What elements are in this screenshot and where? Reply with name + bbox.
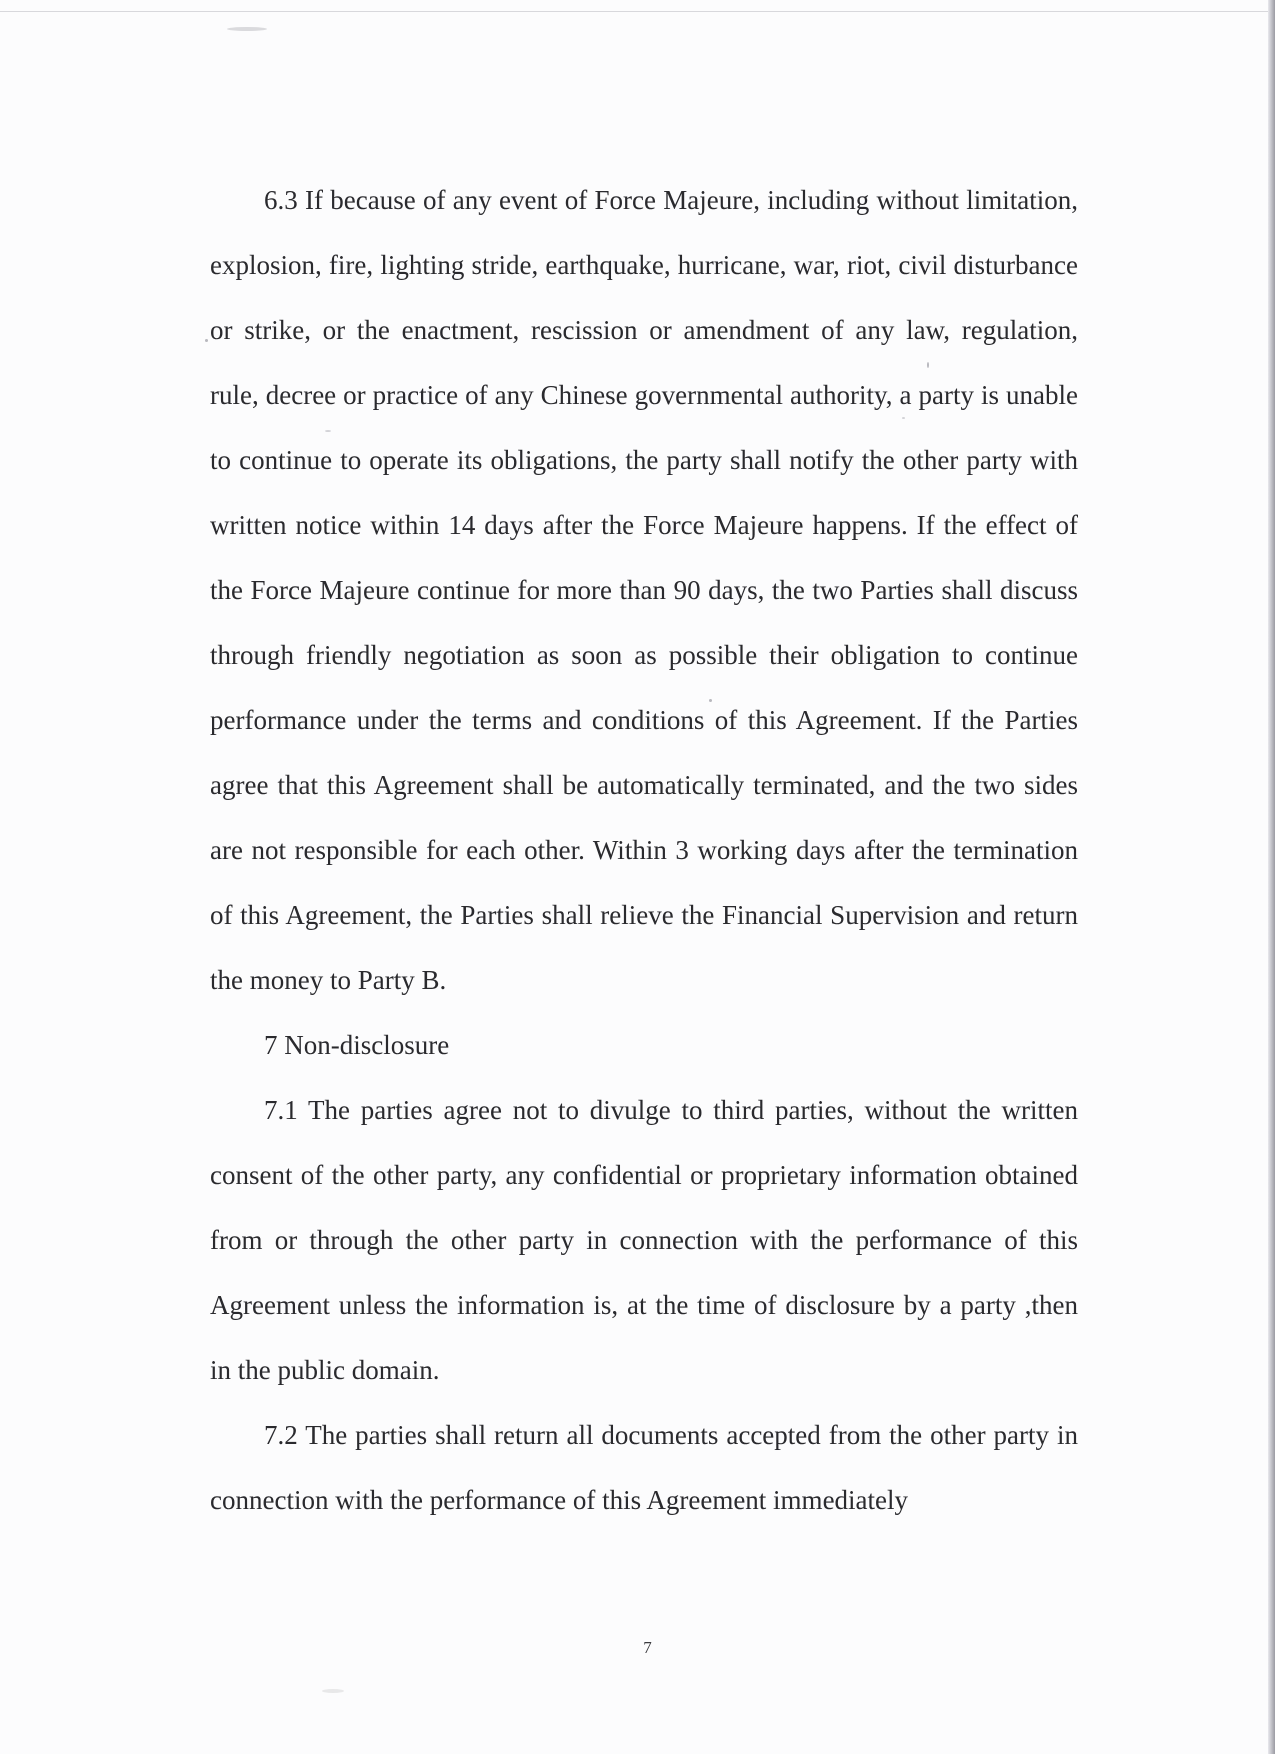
scan-top-edge [0, 11, 1275, 12]
paragraph-6-3: 6.3 If because of any event of Force Majeure, including without limitation, explosion, fire, lighting stride, earthquake, hurricane, war, riot, civil disturbance or strike, or the enactment, rescission or amendment of any law, regulation, rule, decree or practice of any Chinese governmental authority, a party is unable to continue to operate its obligations, the party shall notify the other party with written notice within 14 days after the Force Majeure happens. If the effect of the Force Majeure continue for more than 90 days, the two Parties shall discuss through friendly negotiation as soon as possible their obligation to continue performance under the terms and conditions of this Agreement. If the Parties agree that this Agreement shall be automatically terminated, and the two sides are not responsible for each other. Within 3 working days after the termination of this Agreement, the Parties shall relieve the Financial Supervision and return the money to Party B. [210, 185, 1078, 995]
page-number: 7 [643, 1638, 652, 1657]
scan-speck [227, 27, 267, 31]
scan-right-edge [1268, 0, 1275, 1754]
section-7-heading: 7 Non-disclosure [264, 1030, 450, 1060]
paragraph-7-1: 7.1 The parties agree not to divulge to third parties, without the written consent of the other party, any confidential or proprietary information obtained from or through the other party in connection with the performance of this Agreement unless the information is, at the time of disclosure by a party ,then in the public domain. [210, 1095, 1078, 1385]
scan-speck [322, 1689, 344, 1693]
paragraph-7-2: 7.2 The parties shall return all documents accepted from the other party in connection with the performance of this Agreement immediately [210, 1420, 1078, 1515]
scan-speck [205, 339, 208, 342]
body-text [210, 168, 1078, 1533]
